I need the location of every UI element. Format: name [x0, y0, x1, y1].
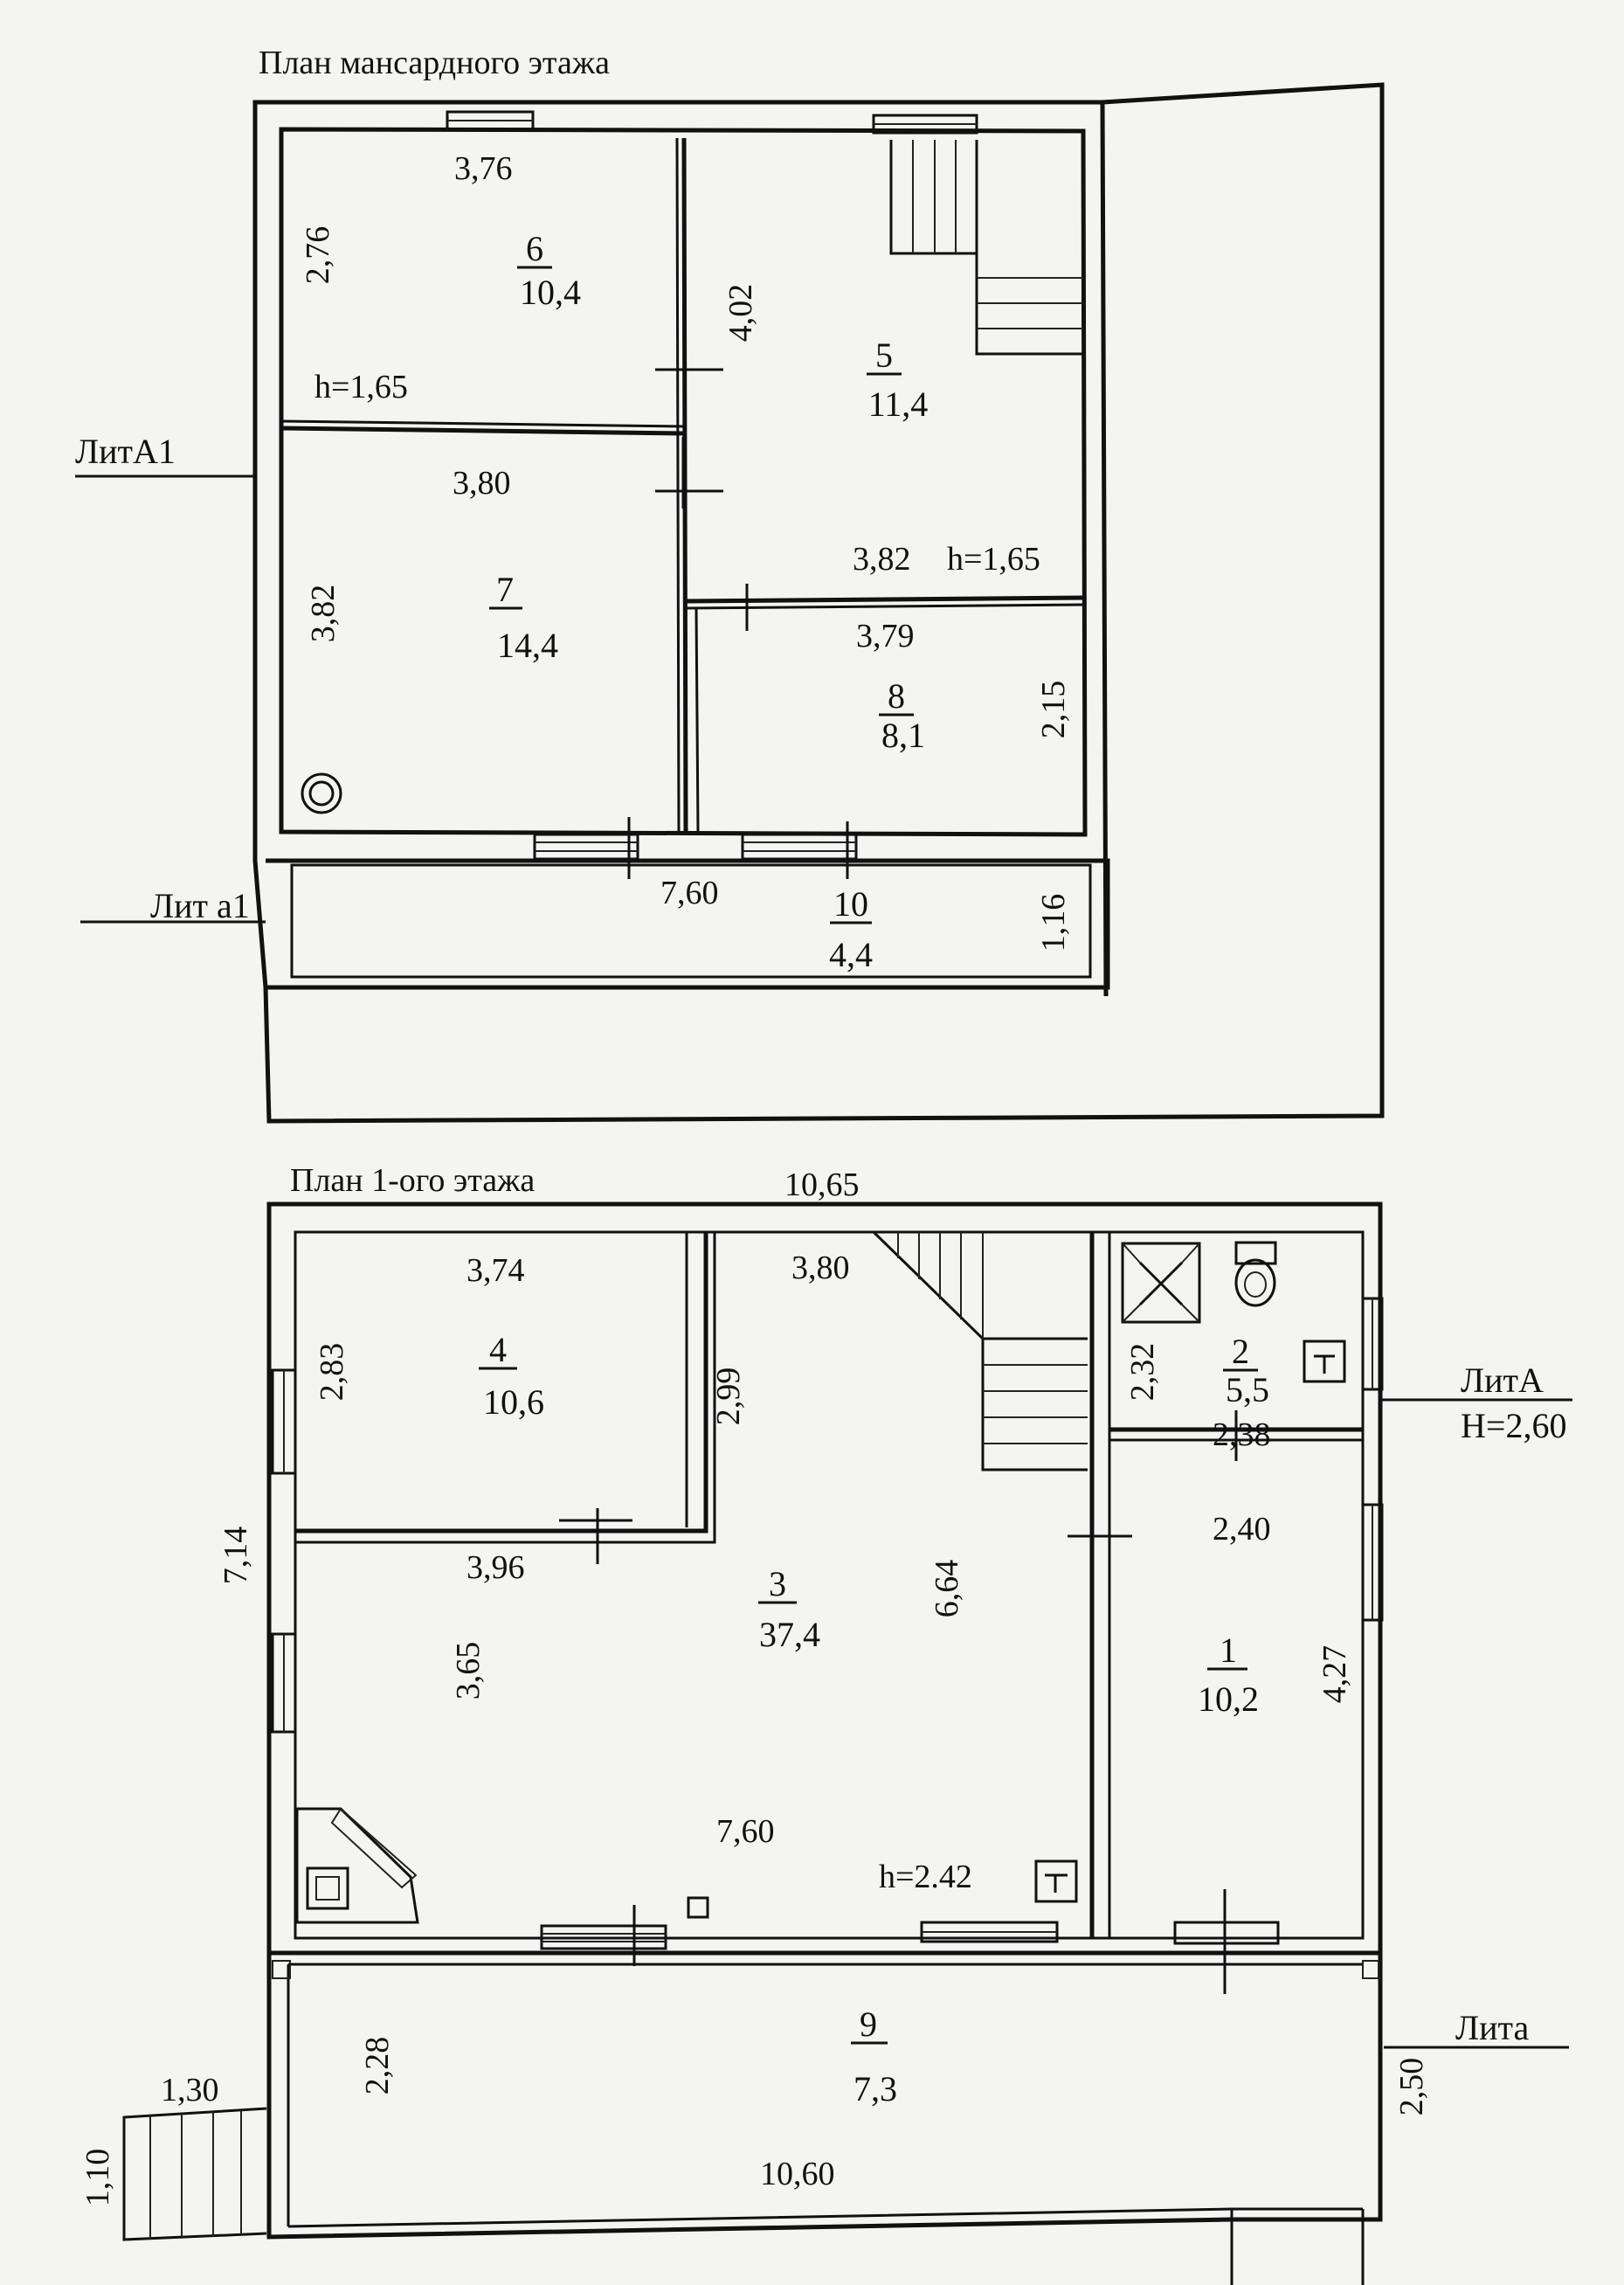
room-10-area: 4,4: [829, 935, 873, 974]
room-8-area: 8,1: [881, 716, 925, 755]
dim-first-7-60: 7,60: [716, 1813, 775, 1850]
room-5-area: 11,4: [867, 384, 929, 424]
dim-attic-3-76: 3,76: [454, 150, 513, 187]
attic-window-bottom-left: [535, 834, 638, 859]
room-5-number: 5: [875, 336, 893, 375]
room-9-number: 9: [860, 2005, 877, 2044]
dim-first-2-38: 2,38: [1213, 1416, 1271, 1453]
dim-first-2-28: 2,28: [359, 2036, 396, 2095]
label-lit-a1: ЛитА1: [75, 432, 176, 471]
dim-first-10-65: 10,65: [784, 1167, 860, 1203]
dim-attic-2-15: 2,15: [1035, 680, 1072, 739]
small-vent-icon: [688, 1898, 708, 1917]
veranda: [269, 1953, 1380, 2285]
room-10-number: 10: [833, 884, 868, 924]
dim-attic-h-1: h=1,65: [314, 369, 408, 405]
dim-first-6-64: 6,64: [929, 1559, 965, 1618]
label-lit-a: Лита: [1455, 2008, 1530, 2047]
dim-first-3-65: 3,65: [450, 1641, 487, 1700]
stove-icon: [297, 1809, 418, 1922]
room-3-area: 37,4: [759, 1615, 820, 1654]
dim-first-2-99: 2,99: [710, 1367, 747, 1426]
dim-attic-2-76: 2,76: [300, 225, 336, 285]
boiler-icon: [1304, 1341, 1344, 1381]
dim-attic-3-80: 3,80: [453, 465, 511, 502]
dim-first-2-32: 2,32: [1124, 1342, 1161, 1402]
first-outer-contour: [269, 1204, 1380, 1953]
room-7-area: 14,4: [497, 626, 558, 665]
dim-attic-1-16: 1,16: [1035, 893, 1072, 952]
first-plan-title: План 1-ого этажа: [290, 1162, 536, 1199]
room-8-number: 8: [888, 676, 905, 716]
entrance-steps: [124, 2108, 266, 2240]
room-4-area: 10,6: [483, 1382, 544, 1422]
attic-outer-contour: [255, 85, 1382, 1121]
room-1-area: 10,2: [1198, 1679, 1259, 1719]
label-lit-A-height: H=2,60: [1461, 1406, 1567, 1445]
attic-window-bottom-right: [743, 834, 856, 859]
room-4-number: 4: [489, 1330, 507, 1369]
room-6-number: 6: [526, 229, 543, 268]
first-floor-plan: [79, 1162, 1572, 2285]
room-3-number: 3: [769, 1564, 786, 1603]
attic-chimney-icon: [302, 774, 341, 813]
room-6-area: 10,4: [520, 273, 581, 312]
dim-first-1-10: 1,10: [79, 2148, 116, 2207]
dim-attic-7-60: 7,60: [660, 875, 719, 911]
room-9-area: 7,3: [853, 2069, 897, 2108]
room-2-area: 5,5: [1226, 1370, 1269, 1409]
dim-first-4-27: 4,27: [1316, 1645, 1353, 1704]
dim-attic-h-2: h=1,65: [947, 541, 1040, 578]
dim-first-1-30: 1,30: [161, 2072, 219, 2108]
toilet-icon: [1236, 1243, 1275, 1305]
dim-attic-4-02: 4,02: [722, 283, 759, 343]
room-2-number: 2: [1232, 1332, 1249, 1371]
dim-first-2-83: 2,83: [314, 1342, 350, 1402]
dim-first-2-40: 2,40: [1213, 1511, 1271, 1548]
dim-attic-3-79: 3,79: [856, 618, 915, 654]
attic-plan: [75, 45, 1382, 1121]
label-lit-A: ЛитА: [1461, 1361, 1544, 1400]
dim-first-10-60: 10,60: [760, 2156, 835, 2192]
attic-plan-title: План мансардного этажа: [259, 45, 610, 81]
sink-icon: [1123, 1243, 1199, 1322]
attic-divider-7-6: [281, 428, 684, 433]
dim-attic-3-82: 3,82: [853, 541, 911, 578]
attic-stairs: [891, 140, 1083, 354]
room-7-number: 7: [496, 570, 514, 609]
label-lit-a1-small: Лит а1: [150, 886, 250, 925]
dim-attic-3-82-vertical: 3,82: [305, 584, 342, 643]
dim-first-3-74: 3,74: [466, 1252, 525, 1289]
gas-meter-icon: [1036, 1861, 1076, 1901]
dim-first-7-14: 7,14: [218, 1526, 254, 1585]
dim-first-3-96: 3,96: [466, 1549, 525, 1586]
room-1-number: 1: [1220, 1631, 1237, 1670]
dim-first-2-50: 2,50: [1393, 2057, 1430, 2116]
dim-first-h: h=2.42: [879, 1859, 972, 1895]
first-stairs: [874, 1232, 1088, 1470]
dim-first-3-80: 3,80: [791, 1250, 850, 1286]
